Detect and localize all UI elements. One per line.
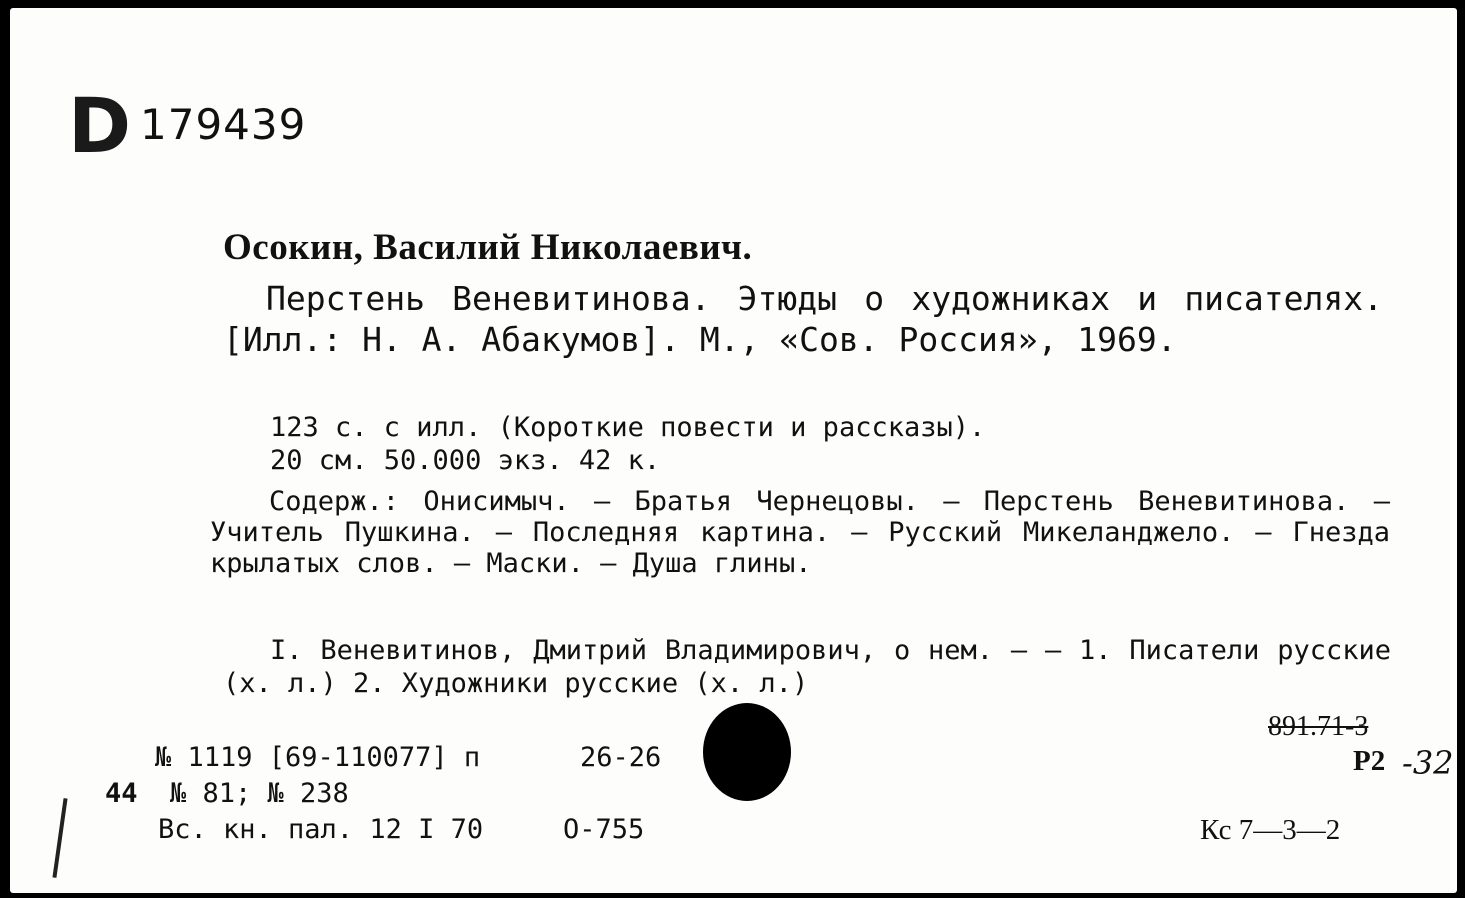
collation-pages: 123 с. с илл. (Короткие повести и рассказы).	[270, 412, 986, 443]
udc-number: 891.71-3	[1268, 711, 1369, 742]
collation	[223, 411, 1388, 477]
footer-order-code: 26-26	[580, 742, 662, 773]
pencil-mark	[52, 798, 67, 878]
author-heading: Осокин, Василий Николаевич.	[223, 227, 753, 268]
accession-number: 179439	[140, 100, 307, 149]
collation-size: 20 см. 50.000 экз. 42 к.	[270, 445, 661, 476]
catalog-card	[10, 8, 1457, 893]
title-statement: Перстень Веневитинова. Этюды о художниках и писателях. [Илл.: Н. А. Абакумов]. М., «Сов. Россия», 1969.	[223, 279, 1383, 359]
footer-order-number: № 1119 [69-110077] п	[155, 742, 481, 773]
footer-prefix-44: 44	[105, 778, 138, 809]
footer-numbers: № 81; № 238	[170, 778, 349, 809]
shelf-code: Кс 7—3—2	[1200, 814, 1341, 846]
stamp-letter: D	[68, 81, 132, 170]
footer-chamber-ref: Вс. кн. пал. 12 I 70	[158, 814, 484, 845]
bbk-index: Р2	[1353, 745, 1386, 777]
subject-tracings: I. Веневитинов, Дмитрий Владимирович, о нем. — — 1. Писатели русские (х. л.) 2. Художники русские (х. л.)	[223, 635, 1391, 699]
bbk-hand-suffix: -32	[1402, 744, 1454, 782]
ink-blot	[703, 703, 791, 801]
contents-note: Содерж.: Онисимыч. — Братья Чернецовы. — Перстень Веневитинова. — Учитель Пушкина. — Последняя картина. — Русский Микеланджело. — Гнезда крылатых слов. — Маски. — Душа глины.	[210, 486, 1390, 579]
footer-o-code: О-755	[563, 814, 645, 845]
